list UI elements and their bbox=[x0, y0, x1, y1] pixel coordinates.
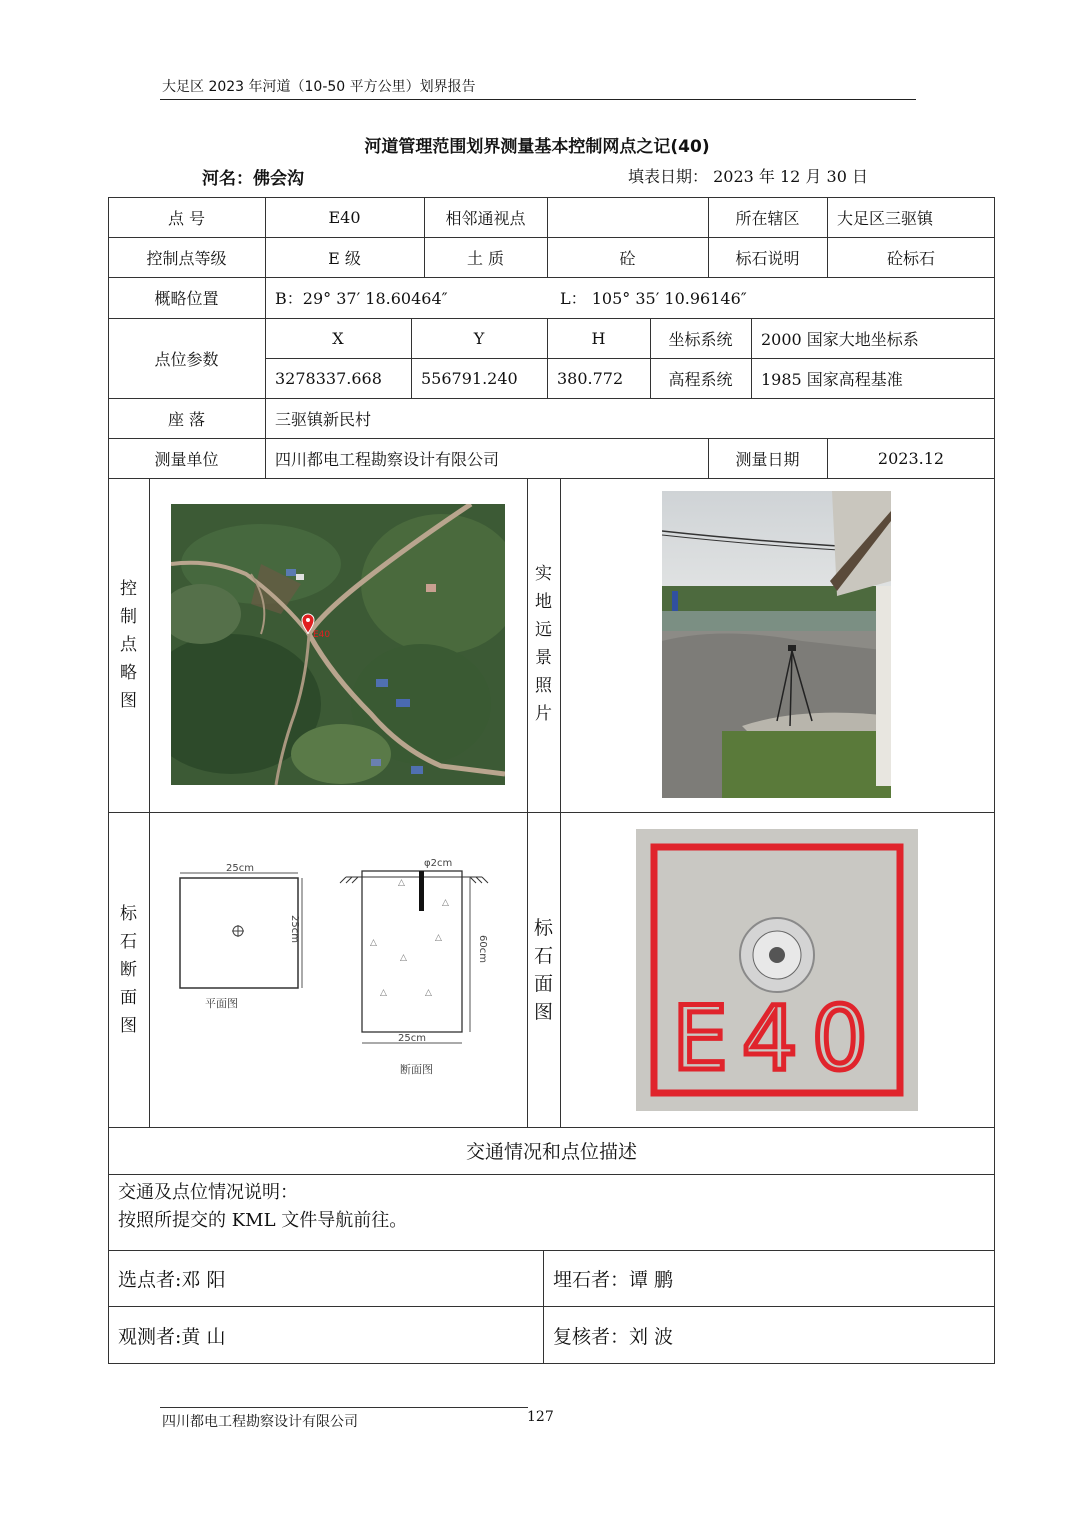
stone-value: 砼标石 bbox=[886, 248, 935, 268]
svg-text:60cm: 60cm bbox=[477, 935, 488, 963]
traffic-heading: 交通及点位情况说明： bbox=[118, 1182, 298, 1203]
h-value: 380.772 bbox=[557, 368, 624, 388]
svg-text:△: △ bbox=[400, 953, 407, 963]
section-caption: 断面图 bbox=[400, 1063, 433, 1076]
map-marker-label: E40 bbox=[313, 630, 331, 640]
neighbor-label: 相邻通视点 bbox=[445, 208, 526, 228]
svg-text:△: △ bbox=[442, 898, 449, 908]
plan-view bbox=[180, 863, 302, 1010]
fill-date: 填表日期： 2023 年 12 月 30 日 bbox=[628, 167, 868, 186]
coord-sys-value: 2000 国家大地坐标系 bbox=[761, 329, 919, 349]
approx-longitude: L： 105° 35′ 10.96146″ bbox=[560, 289, 747, 308]
svg-text:25cm: 25cm bbox=[226, 863, 254, 874]
district-label: 所在辖区 bbox=[735, 208, 800, 228]
plan-caption: 平面图 bbox=[205, 997, 238, 1010]
params-label: 点位参数 bbox=[154, 349, 219, 369]
date-value: 2023.12 bbox=[877, 448, 945, 468]
traffic-title: 交通情况和点位描述 bbox=[465, 1141, 637, 1163]
section-label: 标 石 断 面 图 bbox=[120, 903, 137, 1036]
svg-text:△: △ bbox=[380, 988, 387, 998]
point-no: E40 bbox=[328, 207, 361, 227]
svg-text:25cm: 25cm bbox=[289, 915, 300, 943]
unit-label: 测量单位 bbox=[154, 449, 219, 469]
elev-sys-label: 高程系统 bbox=[668, 369, 733, 389]
header-rule bbox=[160, 99, 916, 100]
location-label: 座 落 bbox=[167, 409, 206, 429]
face-label: 标 石 面 图 bbox=[533, 916, 553, 1023]
y-header: Y bbox=[473, 328, 485, 348]
report-header: 大足区 2023 年河道（10-50 平方公里）划界报告 bbox=[162, 79, 476, 95]
svg-text:△: △ bbox=[425, 988, 432, 998]
svg-text:φ2cm: φ2cm bbox=[424, 858, 453, 869]
unit-value: 四川都电工程勘察设计有限公司 bbox=[275, 449, 500, 469]
grade-label: 控制点等级 bbox=[146, 248, 227, 268]
soil-label: 土 质 bbox=[466, 248, 505, 268]
observer: 观测者:黄 山 bbox=[118, 1325, 226, 1348]
y-value: 556791.240 bbox=[421, 368, 518, 388]
grade-value: E 级 bbox=[328, 248, 361, 268]
burier: 埋石者：谭 鹏 bbox=[553, 1268, 674, 1291]
x-value: 3278337.668 bbox=[275, 368, 382, 388]
svg-text:△: △ bbox=[435, 933, 442, 943]
approx-latitude: B：29° 37′ 18.60464″ bbox=[275, 289, 448, 308]
satellite-map bbox=[171, 504, 505, 785]
district-value: 大足区三驱镇 bbox=[837, 208, 934, 228]
sketch-label: 控 制 点 略 图 bbox=[120, 579, 137, 711]
soil-value: 砼 bbox=[619, 248, 636, 268]
svg-text:△: △ bbox=[398, 878, 405, 888]
neighbor-value bbox=[547, 197, 708, 237]
approx-label: 概略位置 bbox=[154, 289, 219, 308]
coord-sys-label: 坐标系统 bbox=[668, 329, 733, 349]
photo-label: 实 地 远 景 照 片 bbox=[535, 564, 552, 724]
svg-text:25cm: 25cm bbox=[398, 1033, 426, 1044]
checker: 复核者：刘 波 bbox=[553, 1325, 674, 1348]
stone-label: 标石说明 bbox=[735, 248, 800, 268]
field-photo bbox=[662, 491, 891, 798]
x-header: X bbox=[332, 328, 344, 348]
stone-section-drawing bbox=[170, 845, 510, 1085]
footer-rule bbox=[160, 1407, 528, 1408]
stone-face-photo bbox=[636, 829, 918, 1111]
page-number: 127 bbox=[527, 1409, 554, 1425]
page-title: 河道管理范围划界测量基本控制网点之记(40) bbox=[364, 137, 710, 157]
traffic-description: 按照所提交的 KML 文件导航前往。 bbox=[118, 1210, 408, 1231]
stone-mark-text: E40 bbox=[672, 987, 882, 1090]
footer-company: 四川都电工程勘察设计有限公司 bbox=[162, 1414, 358, 1430]
date-label: 测量日期 bbox=[735, 449, 800, 469]
section-view bbox=[340, 858, 488, 1076]
selector: 选点者:邓 阳 bbox=[118, 1268, 226, 1291]
h-header: H bbox=[591, 328, 606, 348]
point-no-label: 点 号 bbox=[167, 208, 206, 228]
river-name: 河名：佛会沟 bbox=[202, 169, 304, 189]
location-value: 三驱镇新民村 bbox=[275, 409, 372, 429]
elev-sys-value: 1985 国家高程基准 bbox=[761, 369, 903, 389]
svg-text:△: △ bbox=[370, 938, 377, 948]
